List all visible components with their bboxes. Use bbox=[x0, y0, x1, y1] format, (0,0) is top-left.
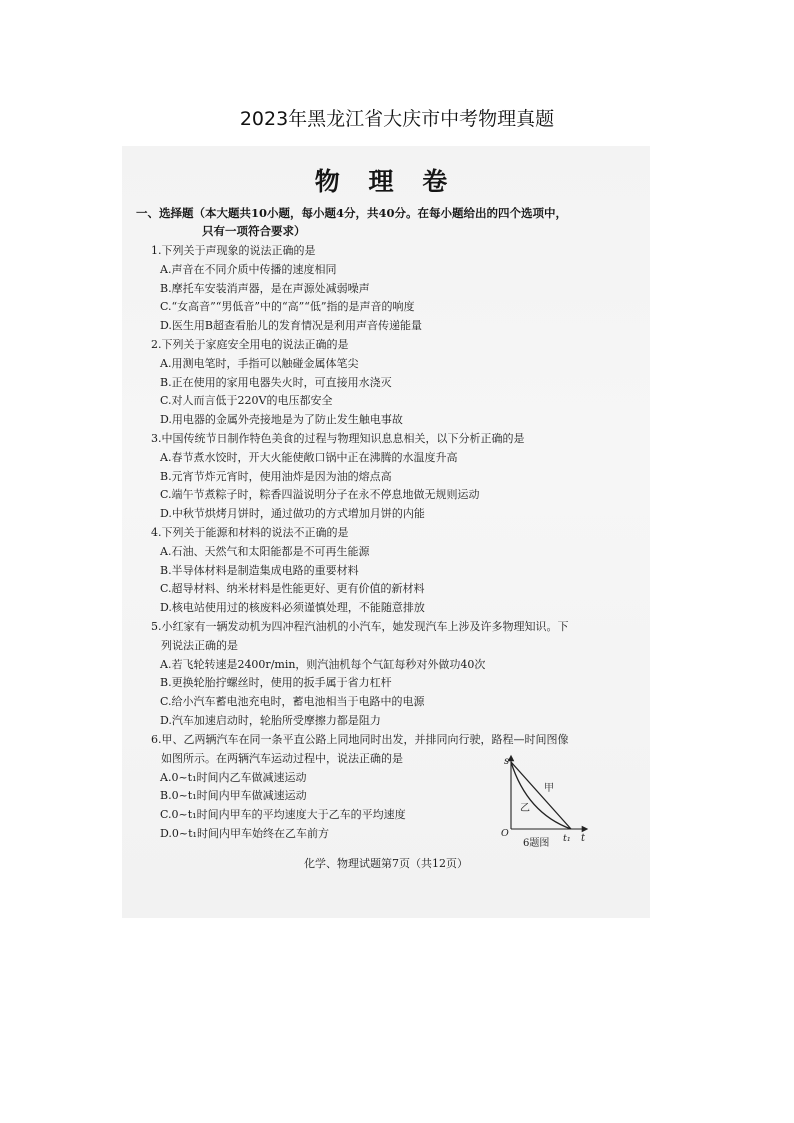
option-c: C.对人而言低于220V的电压都安全 bbox=[160, 394, 333, 408]
question-stem-continued: 列说法正确的是 bbox=[161, 638, 238, 652]
question-stem: 6.甲、乙两辆汽车在同一条平直公路上同地同时出发，并排同向行驶，路程—时间图像 bbox=[151, 733, 569, 746]
question-stem: 3.中国传统节日制作特色美食的过程与物理知识息息相关，以下分析正确的是 bbox=[151, 432, 525, 445]
option-b: B.摩托车安装消声器，是在声源处减弱噪声 bbox=[160, 281, 370, 295]
t-axis-label: t bbox=[581, 833, 586, 844]
option-c: C.端午节煮粽子时，粽香四溢说明分子在永不停息地做无规则运动 bbox=[160, 488, 480, 502]
document-title: 2023年黑龙江省大庆市中考物理真题 bbox=[239, 108, 555, 130]
option-d: D.核电站使用过的核废料必须谨慎处理，不能随意排放 bbox=[160, 601, 425, 615]
question-2 bbox=[151, 336, 631, 430]
option-b: B.更换轮胎拧螺丝时，使用的扳手属于省力杠杆 bbox=[160, 676, 392, 690]
paper-title: 物 理 卷 bbox=[314, 167, 458, 196]
option-a: A.声音在不同介质中传播的速度相同 bbox=[160, 262, 337, 276]
section-heading-line-2: 只有一项符合要求） bbox=[202, 224, 306, 238]
option-a: A.若飞轮转速是2400r/min，则汽油机每个气缸每秒对外做功40次 bbox=[160, 657, 486, 671]
option-d: D.汽车加速启动时，轮胎所受摩擦力都是阻力 bbox=[160, 713, 381, 727]
question-3 bbox=[151, 430, 631, 524]
question-stem: 2.下列关于家庭安全用电的说法正确的是 bbox=[151, 338, 349, 351]
option-c: C.“女高音”“男低音”中的“高”“低”指的是声音的响度 bbox=[160, 300, 415, 314]
option-c: C.给小汽车蓄电池充电时，蓄电池相当于电路中的电源 bbox=[160, 695, 425, 709]
option-c: C.超导材料、纳米材料是性能更好、更有价值的新材料 bbox=[160, 582, 425, 596]
question-5 bbox=[151, 618, 631, 731]
question-4 bbox=[151, 524, 631, 618]
scanned-exam-page bbox=[122, 146, 650, 918]
option-a: A.0~t₁时间内乙车做减速运动 bbox=[160, 770, 307, 784]
page-footer: 化学、物理试题第7页（共12页） bbox=[304, 857, 468, 870]
option-c: C.0~t₁时间内甲车的平均速度大于乙车的平均速度 bbox=[160, 808, 406, 822]
section-heading-line-1: 一、选择题（本大题共10小题，每小题4分，共40分。在每小题给出的四个选项中， bbox=[136, 206, 568, 220]
s-axis-label: s bbox=[504, 756, 510, 767]
option-b: B.元宵节炸元宵时，使用油炸是因为油的熔点高 bbox=[160, 469, 392, 483]
question-stem-continued: 如图所示。在两辆汽车运动过程中，说法正确的是 bbox=[161, 751, 403, 765]
option-d: D.用电器的金属外壳接地是为了防止发生触电事故 bbox=[160, 413, 403, 427]
origin-label: O bbox=[501, 828, 509, 839]
option-d: D.0~t₁时间内甲车始终在乙车前方 bbox=[160, 826, 329, 840]
section-heading bbox=[136, 204, 641, 240]
option-a: A.春节煮水饺时，开大火能使敞口锅中正在沸腾的水温度升高 bbox=[160, 450, 458, 464]
option-b: B.0~t₁时间内甲车做减速运动 bbox=[160, 789, 307, 803]
question-stem: 1.下列关于声现象的说法正确的是 bbox=[151, 244, 316, 257]
question-stem: 4.下列关于能源和材料的说法不正确的是 bbox=[151, 526, 349, 539]
option-b: B.正在使用的家用电器失火时，可直接用水浇灭 bbox=[160, 375, 392, 389]
figure-caption: 6题图 bbox=[523, 838, 550, 849]
curve-jia-label: 甲 bbox=[544, 783, 554, 794]
option-d: D.中秋节烘烤月饼时，通过做功的方式增加月饼的内能 bbox=[160, 507, 425, 521]
question-stem: 5.小红家有一辆发动机为四冲程汽油机的小汽车，她发现汽车上涉及许多物理知识。下 bbox=[151, 620, 569, 633]
option-d: D.医生用B超查看胎儿的发育情况是利用声音传递能量 bbox=[160, 319, 423, 333]
option-a: A.用测电笔时，手指可以触碰金属体笔尖 bbox=[160, 356, 359, 370]
option-a: A.石油、天然气和太阳能都是不可再生能源 bbox=[160, 544, 370, 558]
question-1 bbox=[151, 242, 631, 336]
t1-tick-label: t₁ bbox=[563, 833, 571, 844]
curve-yi-label: 乙 bbox=[520, 803, 530, 814]
option-b: B.半导体材料是制造集成电路的重要材料 bbox=[160, 563, 359, 577]
curve-yi bbox=[511, 762, 571, 829]
